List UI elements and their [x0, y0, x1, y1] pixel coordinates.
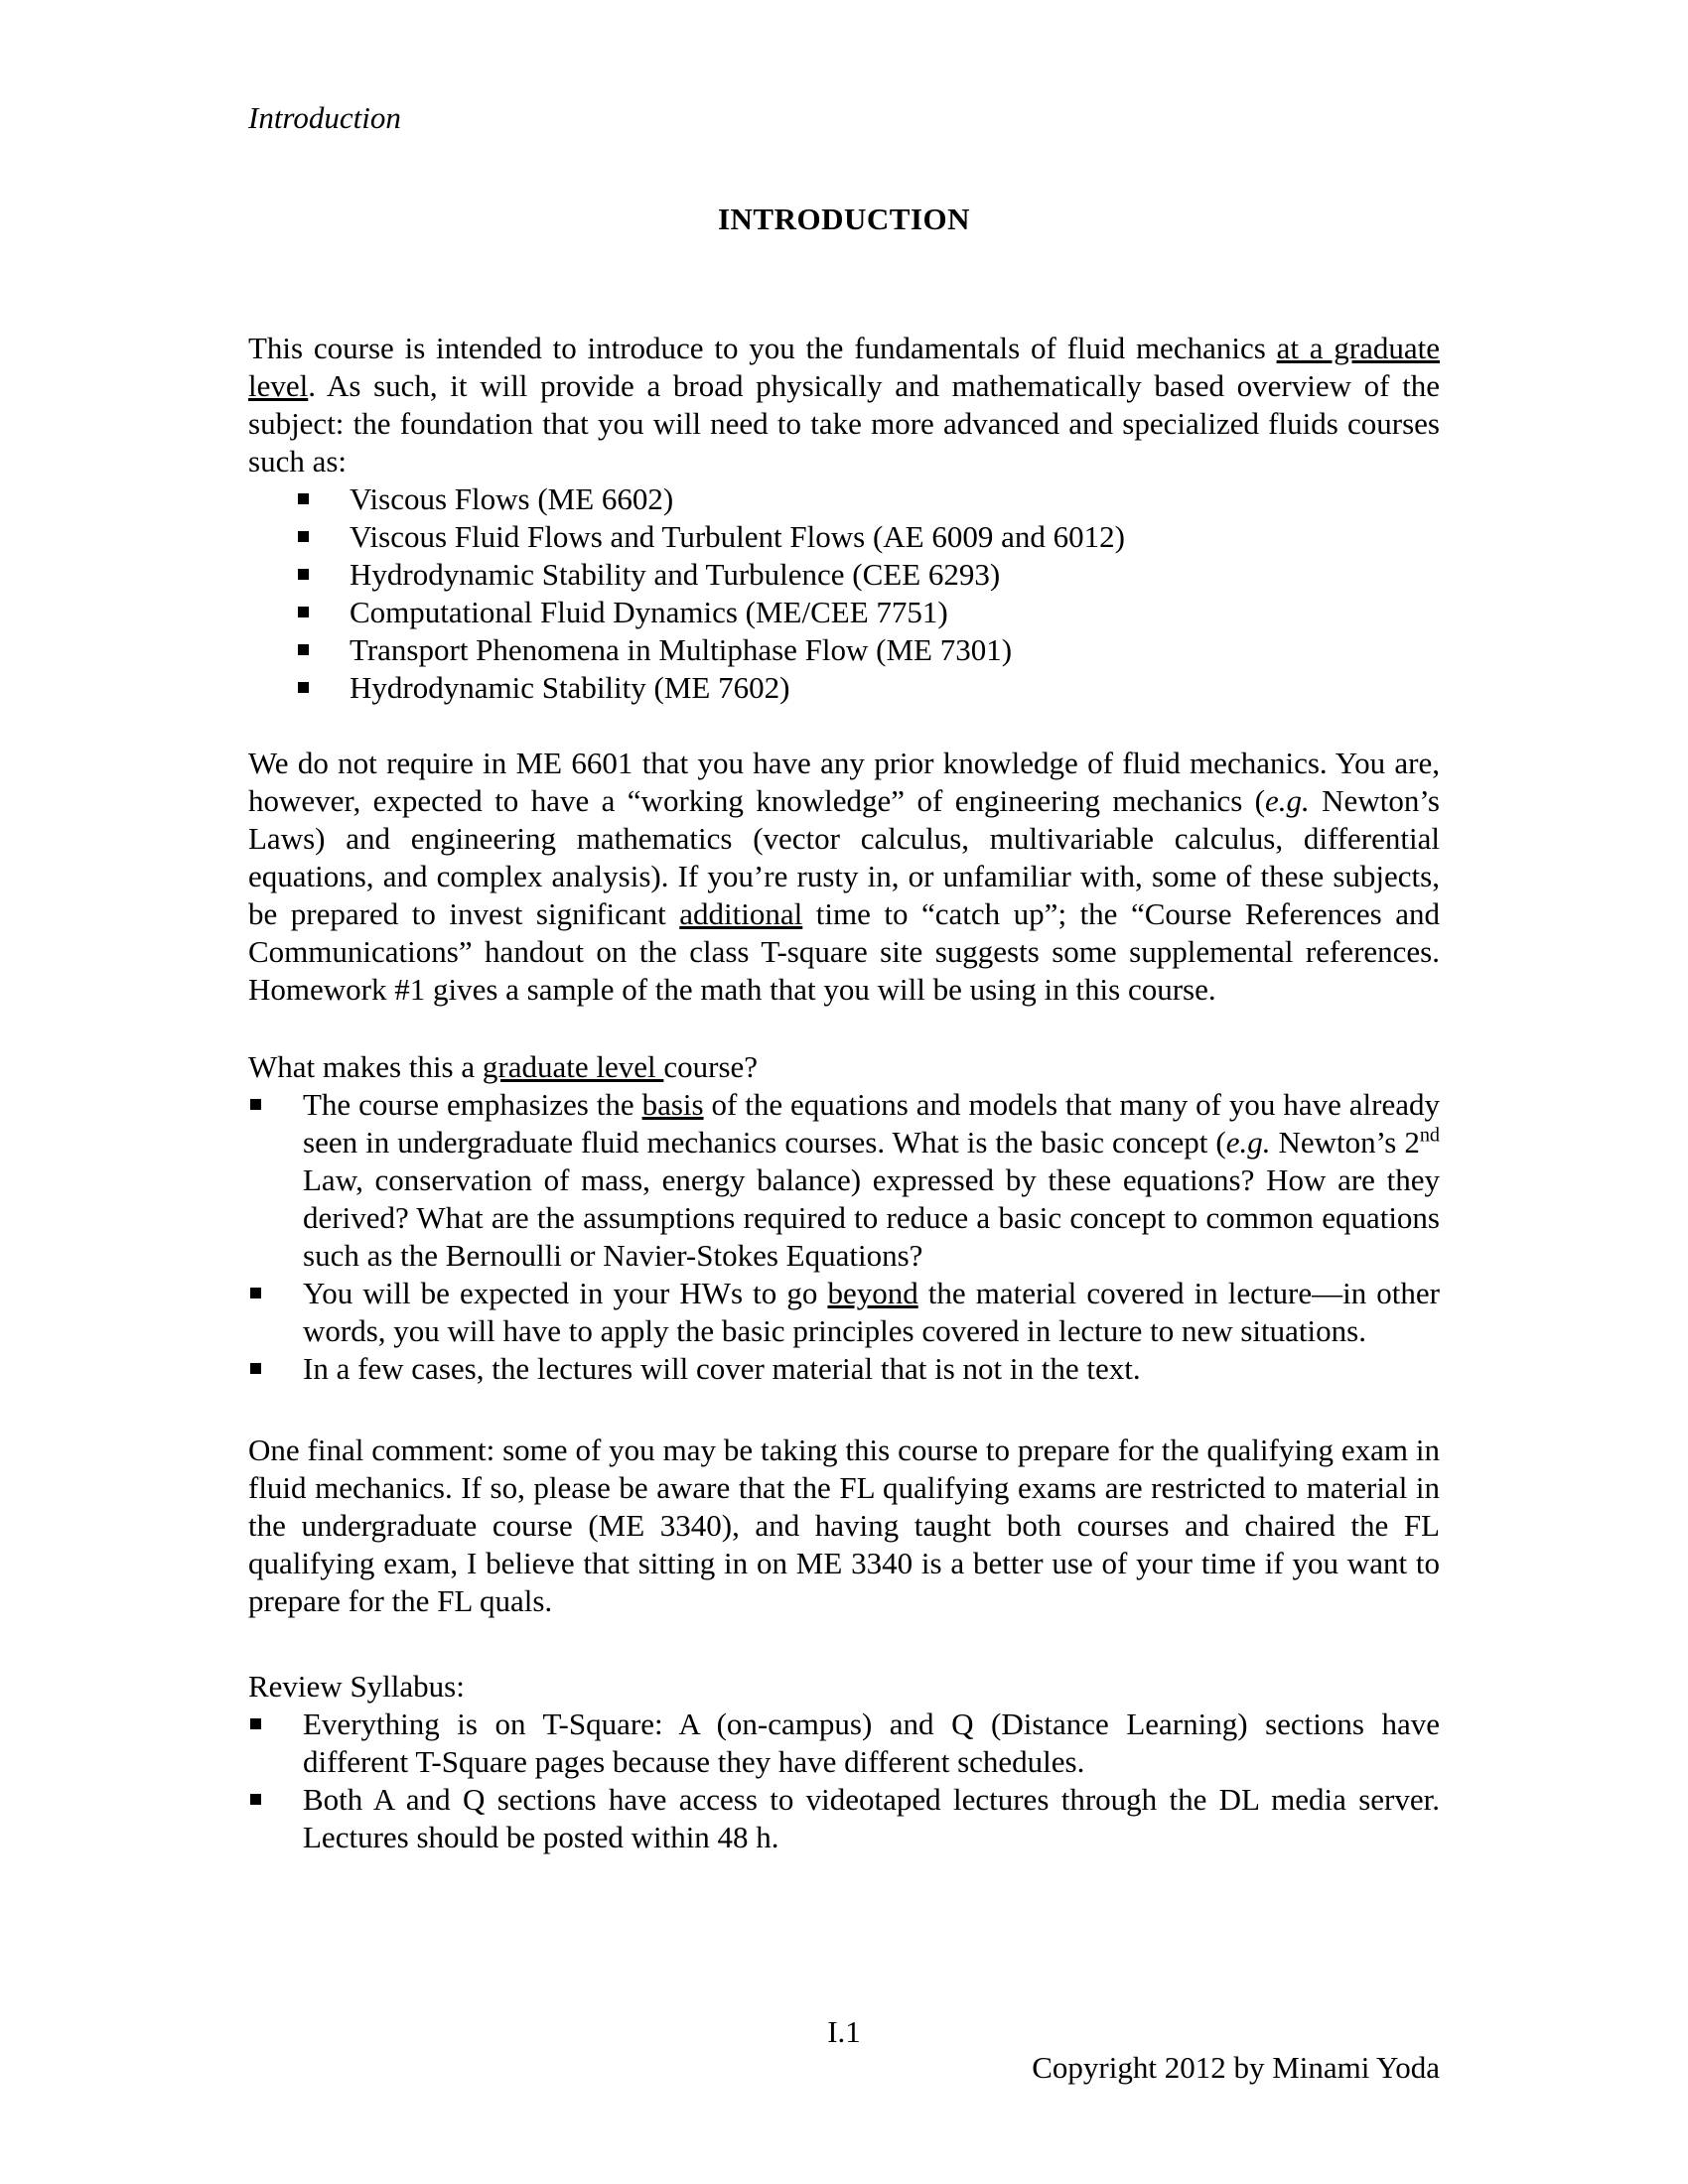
- square-bullet-icon: [298, 531, 309, 542]
- list-item: [248, 1781, 1440, 1856]
- list-item: [248, 1086, 1440, 1275]
- list-item: [248, 631, 1440, 669]
- graduate-level-question: What makes this a graduate level course?: [248, 1049, 759, 1084]
- prerequisites-paragraph: We do not require in ME 6601 that you have any prior knowledge of fluid mechanics. You are, however, expected to have a “working knowledge” of engineering mechanics (e.g. Newton’s Laws) and engineering mathematics (vector calculus, multivariable calculus, differential equations, and complex analysis). If you’re rusty in, or unfamiliar with, some of these subjects, be prepared to invest significant additional time to “catch up”; the “Course References and Communications” handout on the class T-square site suggests some supplemental references. Homework #1 gives a sample of the math that you will be using in this course.: [248, 746, 1441, 1007]
- list-item: [248, 669, 1440, 707]
- square-bullet-icon: [298, 682, 309, 693]
- intro-paragraph: This course is intended to introduce to you the fundamentals of fluid mechanics at a graduate level. As such, it will provide a broad physically and mathematically based overview of the subject: the foundation that you will need to take more advanced and specialized fluids courses such as:: [248, 331, 1440, 478]
- list-item-text: Viscous Flows (ME 6602): [350, 481, 674, 516]
- list-item-text: Both A and Q sections have access to videotaped lectures through the DL media server. Lectures should be posted within 48 h.: [303, 1782, 1440, 1854]
- content-column: [248, 0, 1440, 1856]
- page-number: I.1: [827, 2014, 861, 2049]
- list-item-text: Transport Phenomena in Multiphase Flow (ME 7301): [350, 632, 1013, 667]
- square-bullet-icon: [298, 607, 309, 617]
- graduate-level-bullet-list: [248, 1086, 1440, 1388]
- list-item: [248, 480, 1440, 518]
- list-item-text: Hydrodynamic Stability and Turbulence (CEE 6293): [350, 557, 1001, 592]
- list-item: [248, 1706, 1440, 1781]
- square-bullet-icon: [298, 644, 309, 655]
- list-item: [248, 1275, 1440, 1350]
- page-title: INTRODUCTION: [717, 202, 971, 236]
- list-item: [248, 518, 1440, 556]
- square-bullet-icon: [250, 1099, 261, 1110]
- list-item: [248, 594, 1440, 631]
- square-bullet-icon: [250, 1363, 261, 1374]
- review-syllabus-bullet-list: [248, 1706, 1440, 1856]
- list-item-text: In a few cases, the lectures will cover material that is not in the text.: [303, 1351, 1141, 1386]
- list-item: [248, 1350, 1440, 1388]
- list-item-text: Everything is on T-Square: A (on-campus) and Q (Distance Learning) sections have different T-Square pages because they have different schedules.: [303, 1706, 1440, 1779]
- square-bullet-icon: [250, 1718, 261, 1729]
- course-list: [248, 480, 1440, 707]
- square-bullet-icon: [250, 1288, 261, 1298]
- square-bullet-icon: [298, 569, 309, 580]
- list-item: [248, 556, 1440, 594]
- list-item-text: Computational Fluid Dynamics (ME/CEE 7751): [350, 595, 948, 629]
- square-bullet-icon: [298, 493, 309, 504]
- square-bullet-icon: [250, 1794, 261, 1805]
- list-item-text: Viscous Fluid Flows and Turbulent Flows (AE 6009 and 6012): [350, 519, 1125, 554]
- review-syllabus-heading: Review Syllabus:: [248, 1669, 465, 1704]
- list-item-text: You will be expected in your HWs to go beyond the material covered in lecture—in other words, you will have to apply the basic principles covered in lecture to new situations.: [303, 1276, 1440, 1348]
- final-comment-paragraph: One final comment: some of you may be taking this course to prepare for the qualifying exam in fluid mechanics. If so, please be aware that the FL qualifying exams are restricted to material in the undergraduate course (ME 3340), and having taught both courses and chaired the FL qualifying exam, I believe that sitting in on ME 3340 is a better use of your time if you want to prepare for the FL quals.: [248, 1433, 1440, 1618]
- copyright-notice: Copyright 2012 by Minami Yoda: [1032, 2050, 1440, 2085]
- running-header: Introduction: [248, 100, 401, 135]
- list-item-text: The course emphasizes the basis of the equations and models that many of you have already seen in undergraduate fluid mechanics courses. What is the basic concept (e.g. Newton’s 2nd Law, conservation of mass, energy balance) expressed by these equations? How are they derived? What are the assumptions required to reduce a basic concept to common equations such as the Bernoulli or Navier-Stokes Equations?: [303, 1087, 1440, 1273]
- list-item-text: Hydrodynamic Stability (ME 7602): [350, 670, 790, 705]
